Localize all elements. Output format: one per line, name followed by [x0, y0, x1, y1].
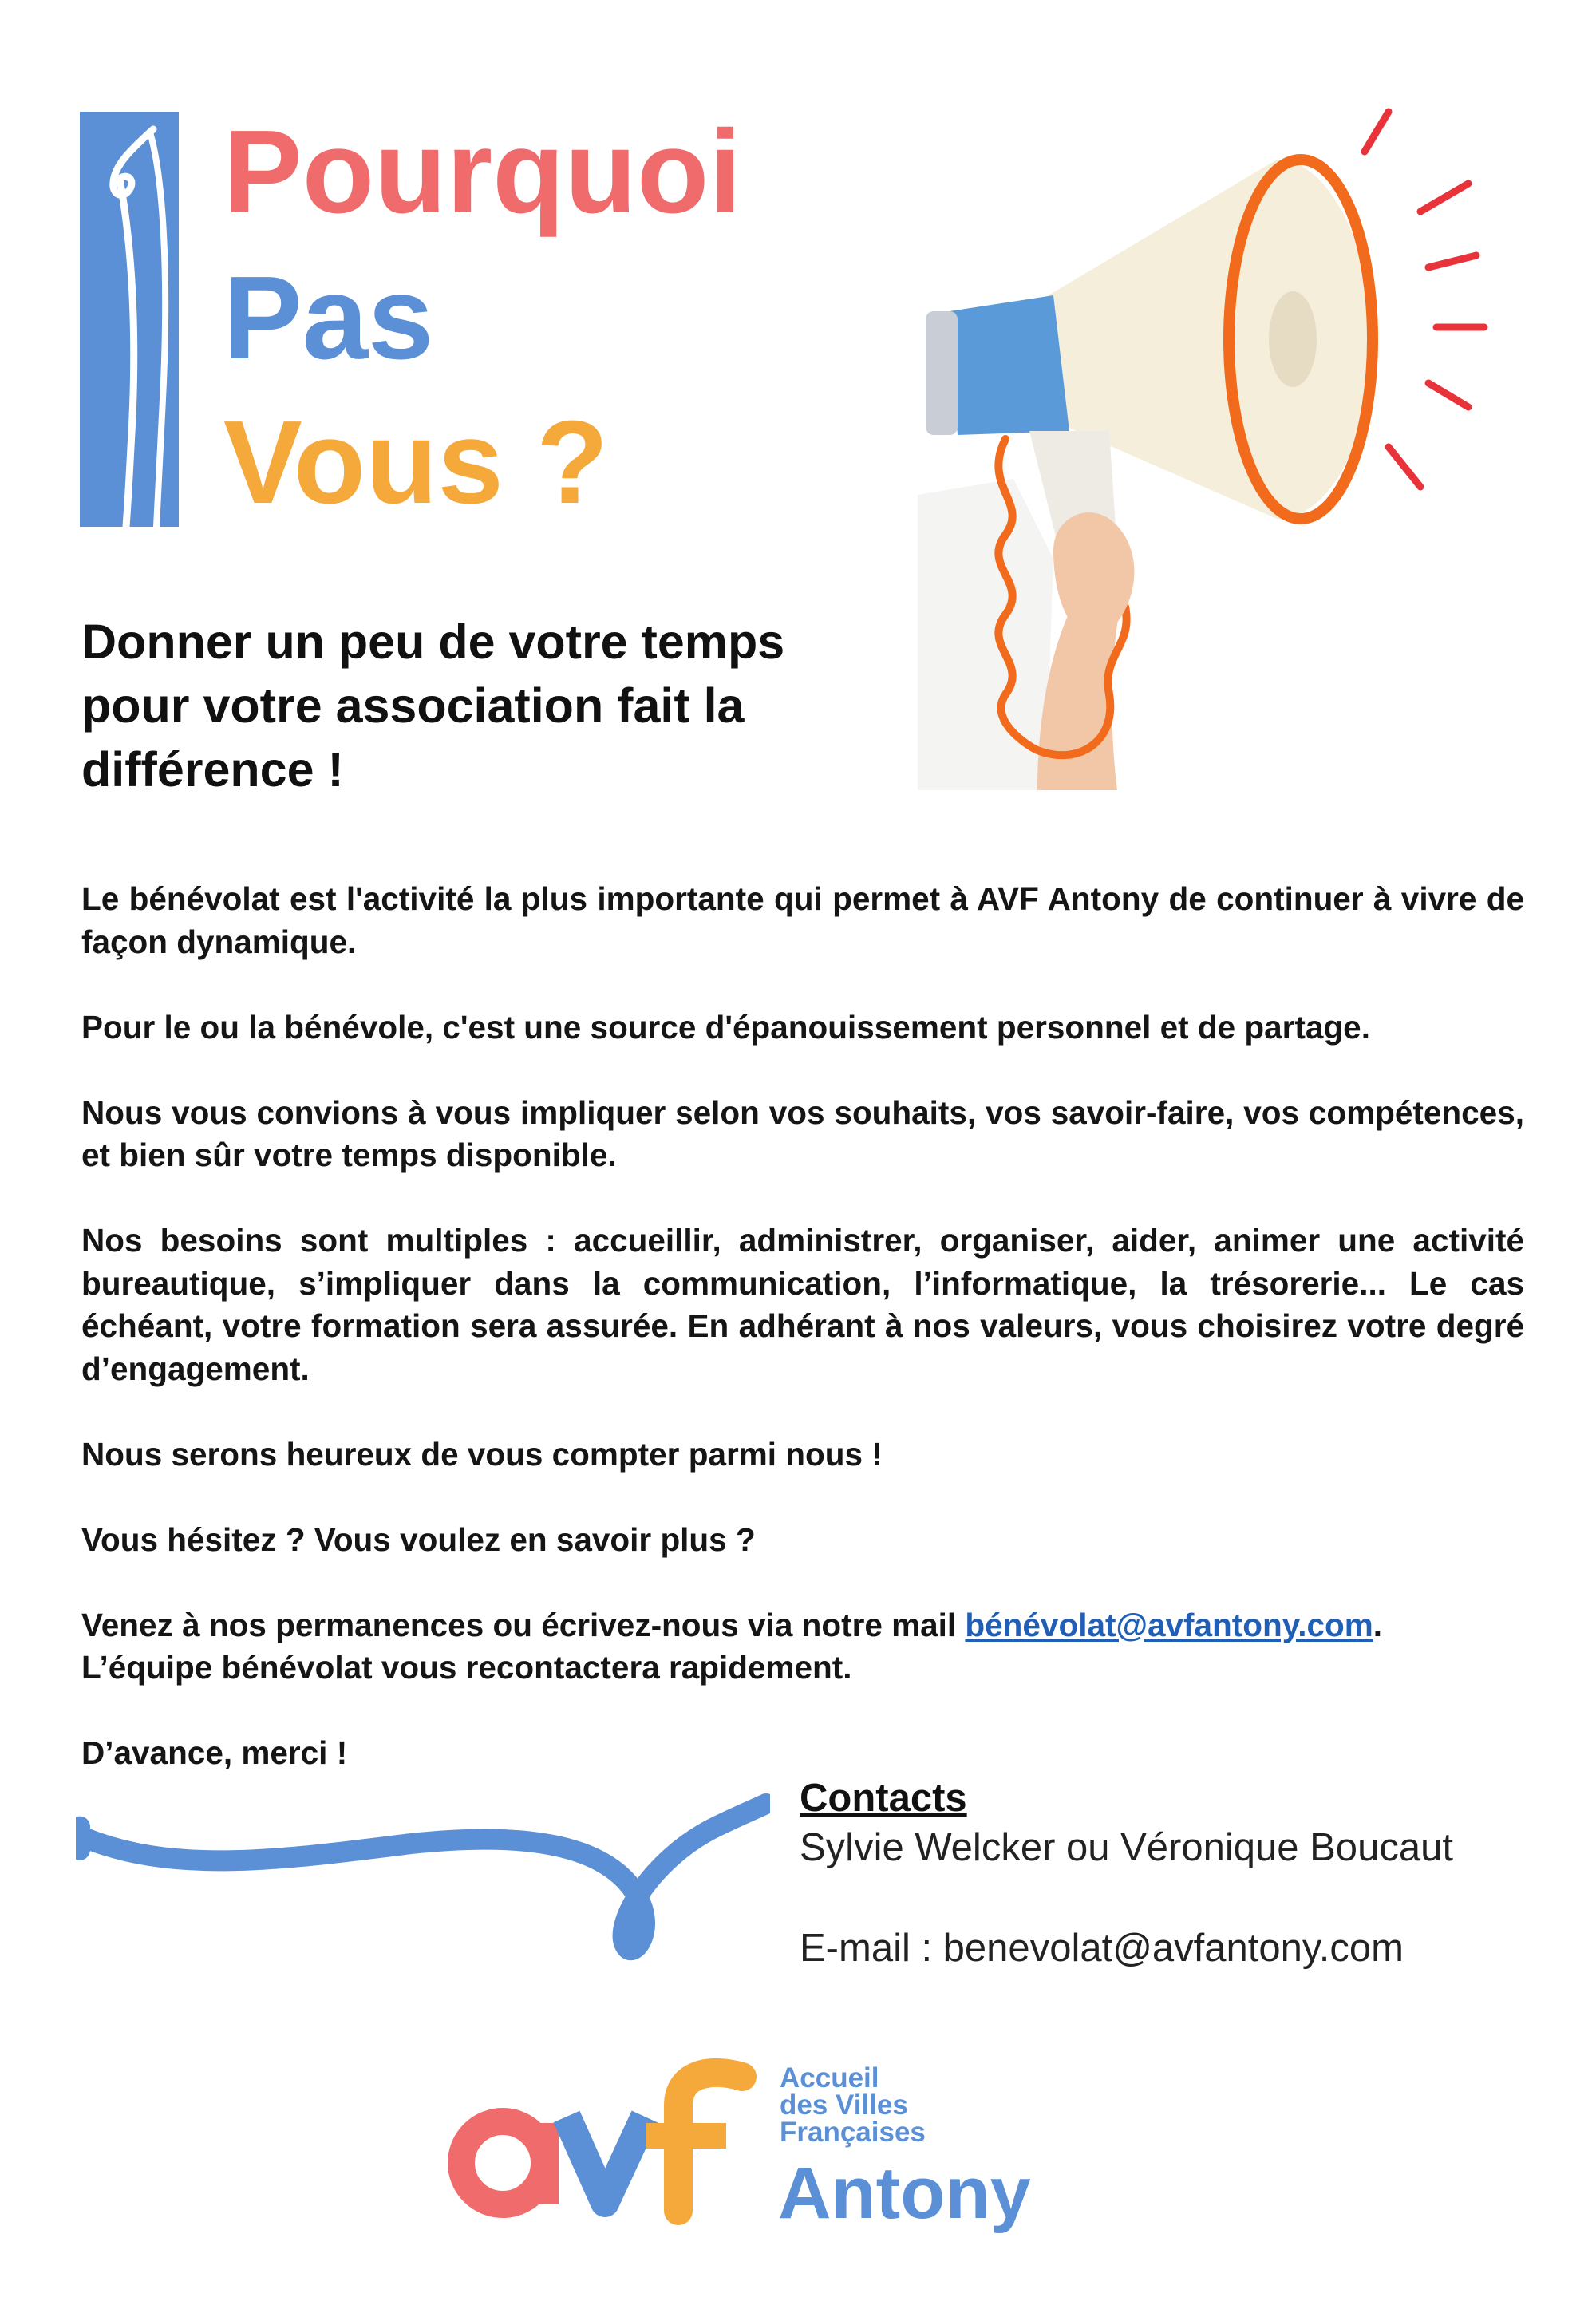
- paragraph-merci: D’avance, merci !: [81, 1734, 348, 1771]
- paragraph-permanences: [81, 1604, 1524, 1690]
- paragraph-hesitez: Vous hésitez ? Vous voulez en savoir plus ?: [81, 1520, 756, 1558]
- paragraph-benevolat: Le bénévolat est l'activité la plus importante qui permet à AVF Antony de continuer à vivre de façon dynamique.: [81, 880, 1524, 960]
- megaphone-icon: [918, 72, 1524, 790]
- contacts-email: E-mail : benevolat@avfantony.com: [800, 1927, 1404, 1970]
- contacts-block: [800, 1773, 1566, 1973]
- avf-logo-icon: [447, 2043, 782, 2235]
- contacts-heading: Contacts: [800, 1777, 967, 1820]
- logo-tagline-line1: Accueil: [780, 2062, 879, 2093]
- title-line-pas: Pas: [223, 252, 434, 384]
- title-line-vous: Vous ?: [223, 397, 609, 528]
- logo-tagline: [780, 2062, 926, 2148]
- permanences-period: .: [1373, 1606, 1383, 1643]
- title-line-pourquoi: Pourquoi: [223, 106, 742, 238]
- recontact-text: L’équipe bénévolat vous recontactera rapidement.: [81, 1649, 852, 1686]
- paragraph-source: Pour le ou la bénévole, c'est une source d'épanouissement personnel et de partage.: [81, 1008, 1370, 1046]
- paragraph-heureux: Nous serons heureux de vous compter parmi nous !: [81, 1435, 883, 1473]
- contacts-names: Sylvie Welcker ou Véronique Boucaut: [800, 1826, 1453, 1869]
- paragraph-convions: Nous vous convions à vous impliquer selon vos souhaits, vos savoir-faire, vos compétences, et bien sûr votre temps disponible.: [81, 1093, 1524, 1173]
- permanences-text: Venez à nos permanences ou écrivez-nous via notre mail: [81, 1606, 966, 1643]
- logo-tagline-line2: des Villes: [780, 2090, 908, 2121]
- benevolat-email-link[interactable]: bénévolat@avfantony.com: [965, 1606, 1373, 1643]
- logo-tagline-line3: Françaises: [780, 2117, 926, 2148]
- body-text: [81, 878, 1524, 1817]
- logo-city: Antony: [778, 2153, 1031, 2234]
- paragraph-besoins: Nos besoins sont multiples : accueillir, administrer, organiser, aider, animer une activité bureautique, s’impliquer dans la communication, l’informatique, la trésorerie... Le cas échéant, votre formation sera assurée. En adhérant à nos valeurs, vous choisirez votre degré d’engagement.: [81, 1222, 1524, 1387]
- figure-bar-icon: [80, 112, 179, 527]
- subheading: Donner un peu de votre temps pour votre association fait la différence !: [81, 615, 785, 797]
- wave-decoration-icon: [76, 1788, 770, 1979]
